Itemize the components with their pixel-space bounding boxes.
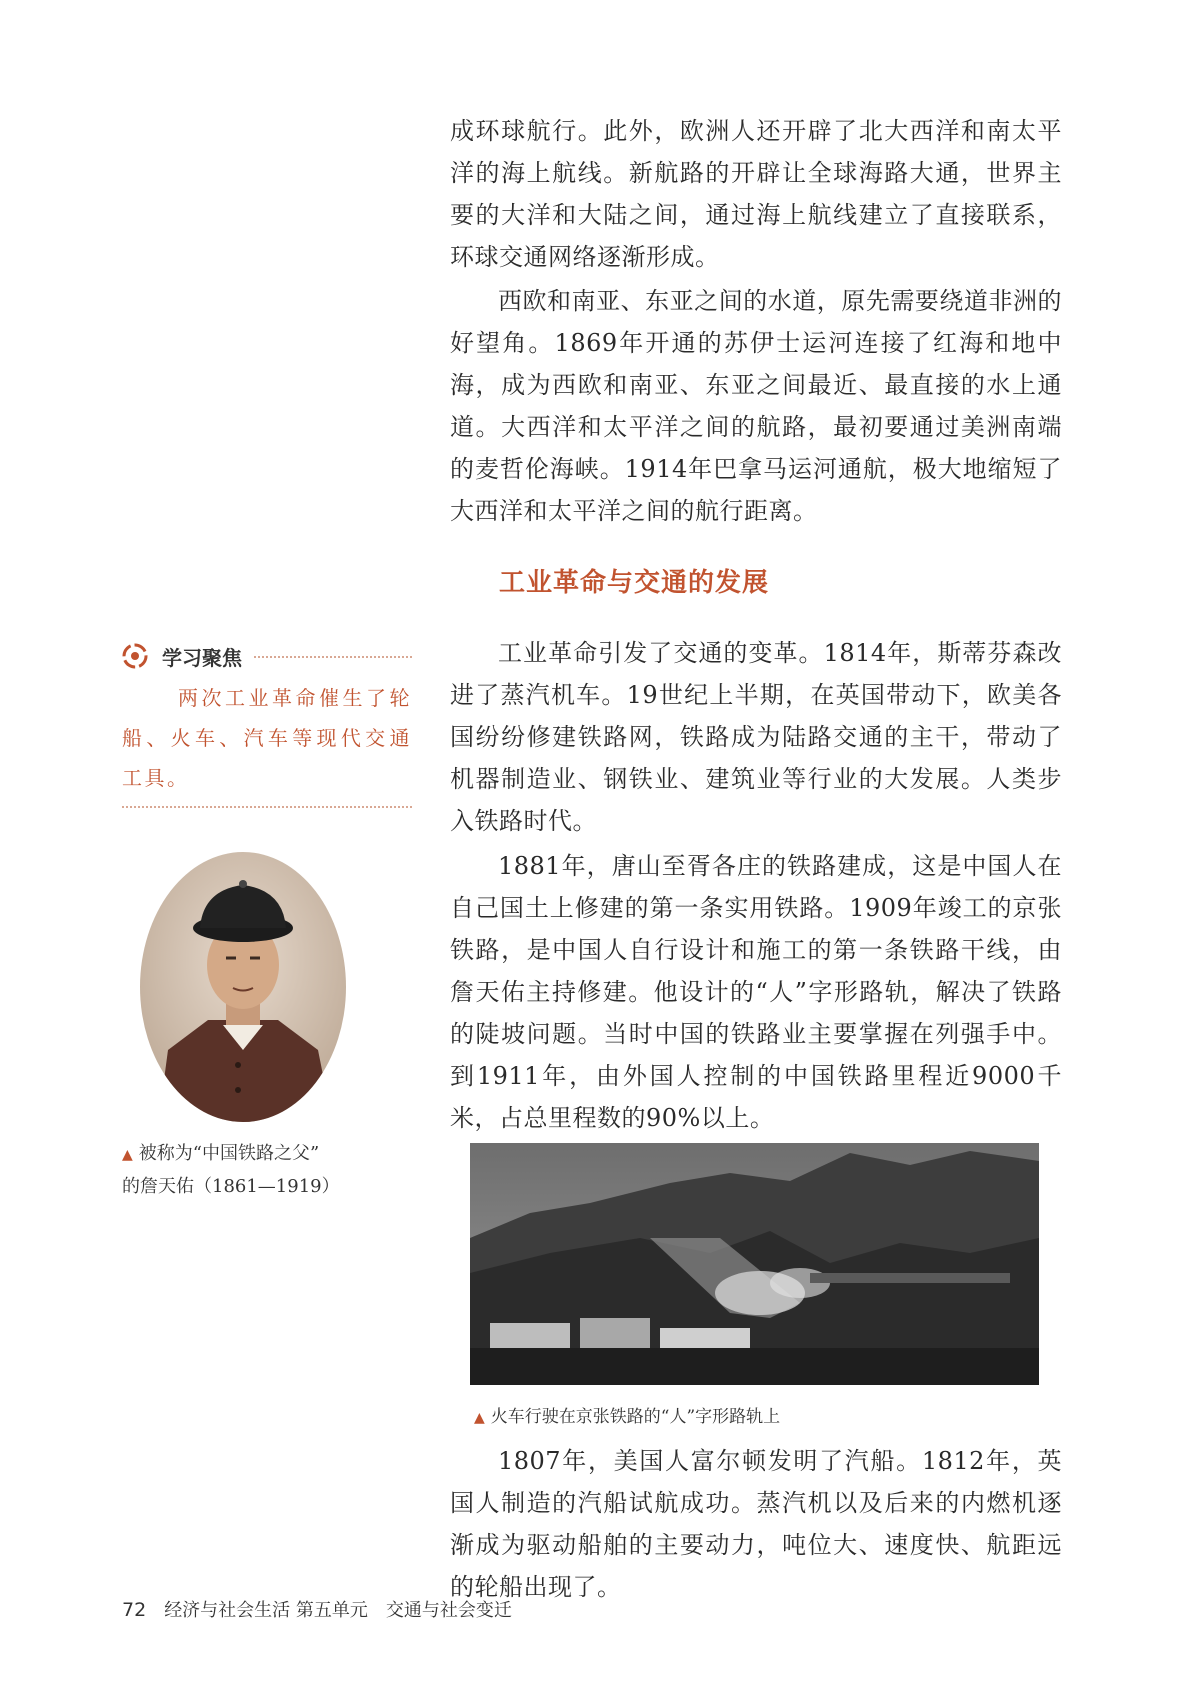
train-photo — [470, 1143, 1039, 1385]
study-focus-box — [122, 642, 412, 808]
portrait-caption — [122, 1138, 422, 1203]
triangle-marker-icon: ▲ — [474, 1410, 485, 1426]
triangle-marker-icon: ▲ — [122, 1147, 133, 1163]
study-focus-title: 学习聚焦 — [162, 645, 242, 670]
study-focus-text: 两次工业革命催生了轮船、火车、汽车等现代交通工具。 — [122, 686, 412, 790]
target-icon — [122, 643, 148, 669]
dotted-divider — [254, 642, 412, 658]
paragraph-steamships: 1807年，美国人富尔顿发明了汽船。1812年，英国人制造的汽船试航成功。蒸汽机以及后来的内燃机逐渐成为驱动船舶的主要动力，吨位大、速度快、航距远的轮船出现了。 — [450, 1447, 1062, 1601]
paragraph-industrial-revolution: 工业革命引发了交通的变革。1814年，斯蒂芬森改进了蒸汽机车。19世纪上半期，在英国带动下，欧美各国纷纷修建铁路网，铁路成为陆路交通的主干，带动了机器制造业、钢铁业、建筑业等行业的大发展。人类步入铁路时代。 — [450, 639, 1062, 835]
page-footer — [122, 1596, 512, 1622]
running-title: 经济与社会生活 第五单元 交通与社会变迁 — [164, 1600, 512, 1621]
paragraph-canals: 西欧和南亚、东亚之间的水道，原先需要绕道非洲的好望角。1869年开通的苏伊士运河连接了红海和地中海，成为西欧和南亚、东亚之间最近、最直接的水上通道。大西洋和太平洋之间的航路，最初要通过美洲南端的麦哲伦海峡。1914年巴拿马运河通航，极大地缩短了大西洋和太平洋之间的航行距离。 — [450, 287, 1062, 525]
portrait-zhan-tianyou — [138, 850, 348, 1125]
train-caption-text: 火车行驶在京张铁路的“人”字形路轨上 — [490, 1407, 781, 1427]
dotted-divider-bottom — [122, 806, 412, 808]
paragraph-chinese-railways: 1881年，唐山至胥各庄的铁路建成，这是中国人在自己国土上修建的第一条实用铁路。1909年竣工的京张铁路，是中国人自行设计和施工的第一条铁路干线，由詹天佑主持修建。他设计的“人”字形路轨，解决了铁路的陡坡问题。当时中国的铁路业主要掌握在列强手中。到1911年，由外国人控制的中国铁路里程近9000千米，占总里程数的90%以上。 — [450, 852, 1062, 1132]
paragraph-circumnavigation: 成环球航行。此外，欧洲人还开辟了北大西洋和南太平洋的海上航线。新航路的开辟让全球海路大通，世界主要的大洋和大陆之间，通过海上航线建立了直接联系，环球交通网络逐渐形成。 — [450, 117, 1062, 271]
portrait-caption-line1: 被称为“中国铁路之父” — [138, 1143, 320, 1164]
section-title: 工业革命与交通的发展 — [499, 568, 770, 598]
train-photo-caption — [474, 1402, 780, 1427]
portrait-caption-line2: 的詹天佑（1861—1919） — [122, 1176, 340, 1197]
page-number: 72 — [122, 1599, 147, 1621]
study-focus-header — [122, 642, 412, 670]
